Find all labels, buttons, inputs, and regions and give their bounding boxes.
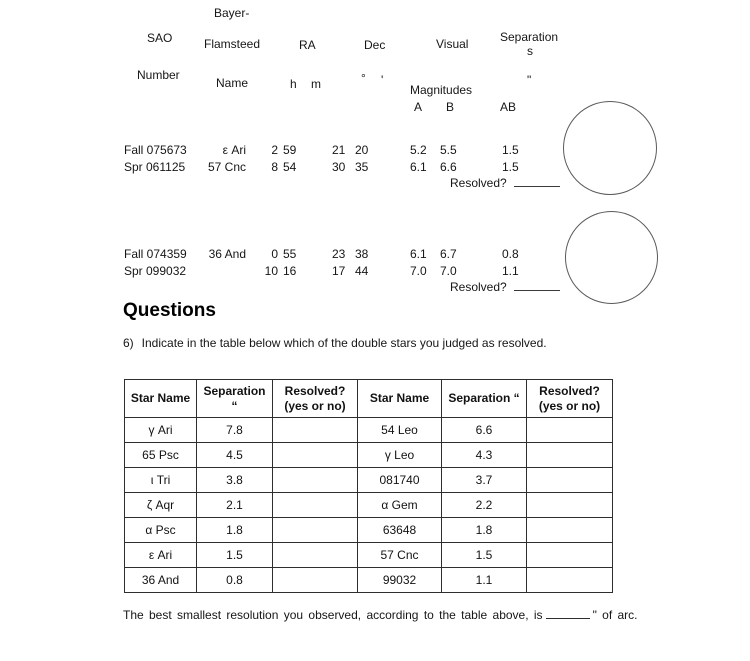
star-name: ι Tri bbox=[125, 468, 197, 493]
obs-name: 57 Cnc bbox=[207, 160, 246, 174]
obs-dec-m: 35 bbox=[355, 160, 369, 174]
resolved-answer-cell[interactable] bbox=[273, 468, 358, 493]
obs-sep: 1.5 bbox=[502, 143, 519, 157]
star-name: 57 Cnc bbox=[358, 543, 442, 568]
obs-ra-h: 8 bbox=[271, 160, 278, 174]
star-name: 63648 bbox=[358, 518, 442, 543]
question-number: 6) bbox=[123, 336, 134, 350]
obs-row bbox=[124, 247, 564, 261]
resolved-answer-blank[interactable] bbox=[514, 279, 560, 291]
separation: 4.5 bbox=[197, 443, 273, 468]
col-separation: Separation “ bbox=[442, 380, 527, 418]
star-name: 99032 bbox=[358, 568, 442, 593]
questions-heading: Questions bbox=[123, 300, 216, 321]
resolved-answer-cell[interactable] bbox=[527, 518, 613, 543]
table-row bbox=[125, 568, 613, 593]
obs-sao: Fall 074359 bbox=[124, 247, 187, 261]
obs-header-bayer: Bayer- bbox=[214, 6, 250, 20]
col-star-name: Star Name bbox=[358, 380, 442, 418]
obs-row bbox=[124, 143, 564, 157]
star-name: ε Ari bbox=[125, 543, 197, 568]
obs-header-dec: Dec bbox=[364, 38, 386, 52]
obs-header-arcsec: " bbox=[527, 73, 532, 87]
resolved-answer-cell[interactable] bbox=[273, 418, 358, 443]
obs-header-magnitudes: Magnitudes bbox=[410, 83, 473, 97]
separation: 6.6 bbox=[442, 418, 527, 443]
obs-ra-m: 55 bbox=[283, 247, 297, 261]
resolved-table bbox=[124, 379, 613, 593]
resolved-answer-cell[interactable] bbox=[273, 443, 358, 468]
obs-header-degrees: ° bbox=[361, 71, 366, 85]
obs-header-separation-s: s bbox=[527, 44, 533, 58]
obs-ra-m: 59 bbox=[283, 143, 297, 157]
resolved-prompt bbox=[450, 175, 560, 190]
obs-row bbox=[124, 160, 564, 174]
resolved-answer-cell[interactable] bbox=[527, 568, 613, 593]
col-resolved: Resolved? (yes or no) bbox=[527, 380, 613, 418]
obs-ra-m: 54 bbox=[283, 160, 297, 174]
obs-header-arcmin: ' bbox=[381, 73, 384, 87]
obs-sep: 0.8 bbox=[502, 247, 519, 261]
table-row bbox=[125, 518, 613, 543]
eyepiece-field-circle bbox=[563, 101, 657, 195]
answer-blank[interactable] bbox=[546, 607, 590, 619]
resolved-answer-cell[interactable] bbox=[273, 518, 358, 543]
resolved-label: Resolved? bbox=[450, 176, 507, 190]
eyepiece-field-circle bbox=[565, 211, 658, 304]
resolved-prompt bbox=[450, 279, 560, 294]
obs-header-name: Name bbox=[216, 76, 249, 90]
col-resolved: Resolved? (yes or no) bbox=[273, 380, 358, 418]
star-name: 54 Leo bbox=[358, 418, 442, 443]
obs-name: 36 And bbox=[208, 247, 246, 261]
obs-header-mag-ab: AB bbox=[500, 100, 517, 114]
separation: 1.8 bbox=[442, 518, 527, 543]
obs-sao: Spr 099032 bbox=[124, 264, 187, 278]
obs-ra-h: 0 bbox=[271, 247, 278, 261]
resolved-answer-cell[interactable] bbox=[273, 568, 358, 593]
resolution-statement bbox=[123, 607, 663, 622]
obs-header-flamsteed: Flamsteed bbox=[204, 37, 261, 51]
table-row bbox=[125, 543, 613, 568]
resolved-label: Resolved? bbox=[450, 280, 507, 294]
col-star-name: Star Name bbox=[125, 380, 197, 418]
star-name: 081740 bbox=[358, 468, 442, 493]
obs-header-number: Number bbox=[137, 68, 180, 82]
separation: 2.1 bbox=[197, 493, 273, 518]
resolved-answer-cell[interactable] bbox=[527, 493, 613, 518]
obs-ra-h: 2 bbox=[271, 143, 278, 157]
star-name: α Psc bbox=[125, 518, 197, 543]
obs-sep: 1.1 bbox=[502, 264, 519, 278]
obs-mag-b: 6.7 bbox=[440, 247, 457, 261]
separation: 1.5 bbox=[197, 543, 273, 568]
obs-ra-m: 16 bbox=[283, 264, 297, 278]
table-row bbox=[125, 468, 613, 493]
obs-row bbox=[124, 264, 564, 278]
resolved-answer-cell[interactable] bbox=[273, 493, 358, 518]
obs-dec-d: 21 bbox=[332, 143, 346, 157]
obs-mag-b: 5.5 bbox=[440, 143, 457, 157]
col-separation: Separation “ bbox=[197, 380, 273, 418]
statement-unit: " of arc. bbox=[592, 608, 638, 622]
obs-header-minutes: m bbox=[311, 77, 321, 91]
obs-dec-m: 38 bbox=[355, 247, 369, 261]
star-name: 36 And bbox=[125, 568, 197, 593]
separation: 2.2 bbox=[442, 493, 527, 518]
obs-dec-m: 44 bbox=[355, 264, 369, 278]
obs-name: ε Ari bbox=[222, 143, 246, 157]
resolved-answer-cell[interactable] bbox=[527, 543, 613, 568]
obs-dec-m: 20 bbox=[355, 143, 369, 157]
separation: 0.8 bbox=[197, 568, 273, 593]
obs-mag-a: 5.2 bbox=[410, 143, 427, 157]
resolved-answer-cell[interactable] bbox=[527, 443, 613, 468]
resolved-answer-cell[interactable] bbox=[527, 418, 613, 443]
obs-dec-d: 17 bbox=[332, 264, 346, 278]
separation: 1.1 bbox=[442, 568, 527, 593]
obs-mag-a: 6.1 bbox=[410, 247, 427, 261]
obs-mag-b: 6.6 bbox=[440, 160, 457, 174]
separation: 7.8 bbox=[197, 418, 273, 443]
statement-text: The best smallest resolution you observed, according to the table above, is bbox=[123, 608, 543, 622]
obs-header-sao: SAO bbox=[147, 31, 173, 45]
obs-mag-a: 6.1 bbox=[410, 160, 427, 174]
resolved-answer-cell[interactable] bbox=[273, 543, 358, 568]
star-name: ζ Aqr bbox=[125, 493, 197, 518]
obs-mag-b: 7.0 bbox=[440, 264, 457, 278]
obs-header-visual: Visual bbox=[436, 37, 469, 51]
obs-mag-a: 7.0 bbox=[410, 264, 427, 278]
obs-header-ra: RA bbox=[299, 38, 316, 52]
obs-sao: Spr 061125 bbox=[124, 160, 186, 174]
star-name: 65 Psc bbox=[125, 443, 197, 468]
obs-header-mag-a: A bbox=[414, 100, 423, 114]
obs-sao: Fall 075673 bbox=[124, 143, 187, 157]
question-6 bbox=[123, 336, 547, 350]
table-row bbox=[125, 418, 613, 443]
separation: 3.7 bbox=[442, 468, 527, 493]
obs-header-separation: Separation bbox=[500, 30, 559, 44]
obs-ra-h: 10 bbox=[264, 264, 278, 278]
obs-dec-d: 23 bbox=[332, 247, 346, 261]
separation: 4.3 bbox=[442, 443, 527, 468]
separation: 3.8 bbox=[197, 468, 273, 493]
obs-header-hours: h bbox=[290, 77, 297, 91]
resolved-answer-blank[interactable] bbox=[514, 175, 560, 187]
obs-sep: 1.5 bbox=[502, 160, 519, 174]
table-row bbox=[125, 493, 613, 518]
star-name: γ Ari bbox=[125, 418, 197, 443]
star-name: γ Leo bbox=[358, 443, 442, 468]
question-text: Indicate in the table below which of the double stars you judged as resolved. bbox=[141, 336, 547, 350]
obs-header-mag-b: B bbox=[446, 100, 455, 114]
table-header-row bbox=[125, 380, 613, 418]
resolved-answer-cell[interactable] bbox=[527, 468, 613, 493]
table-row bbox=[125, 443, 613, 468]
obs-dec-d: 30 bbox=[332, 160, 346, 174]
separation: 1.8 bbox=[197, 518, 273, 543]
star-name: α Gem bbox=[358, 493, 442, 518]
separation: 1.5 bbox=[442, 543, 527, 568]
